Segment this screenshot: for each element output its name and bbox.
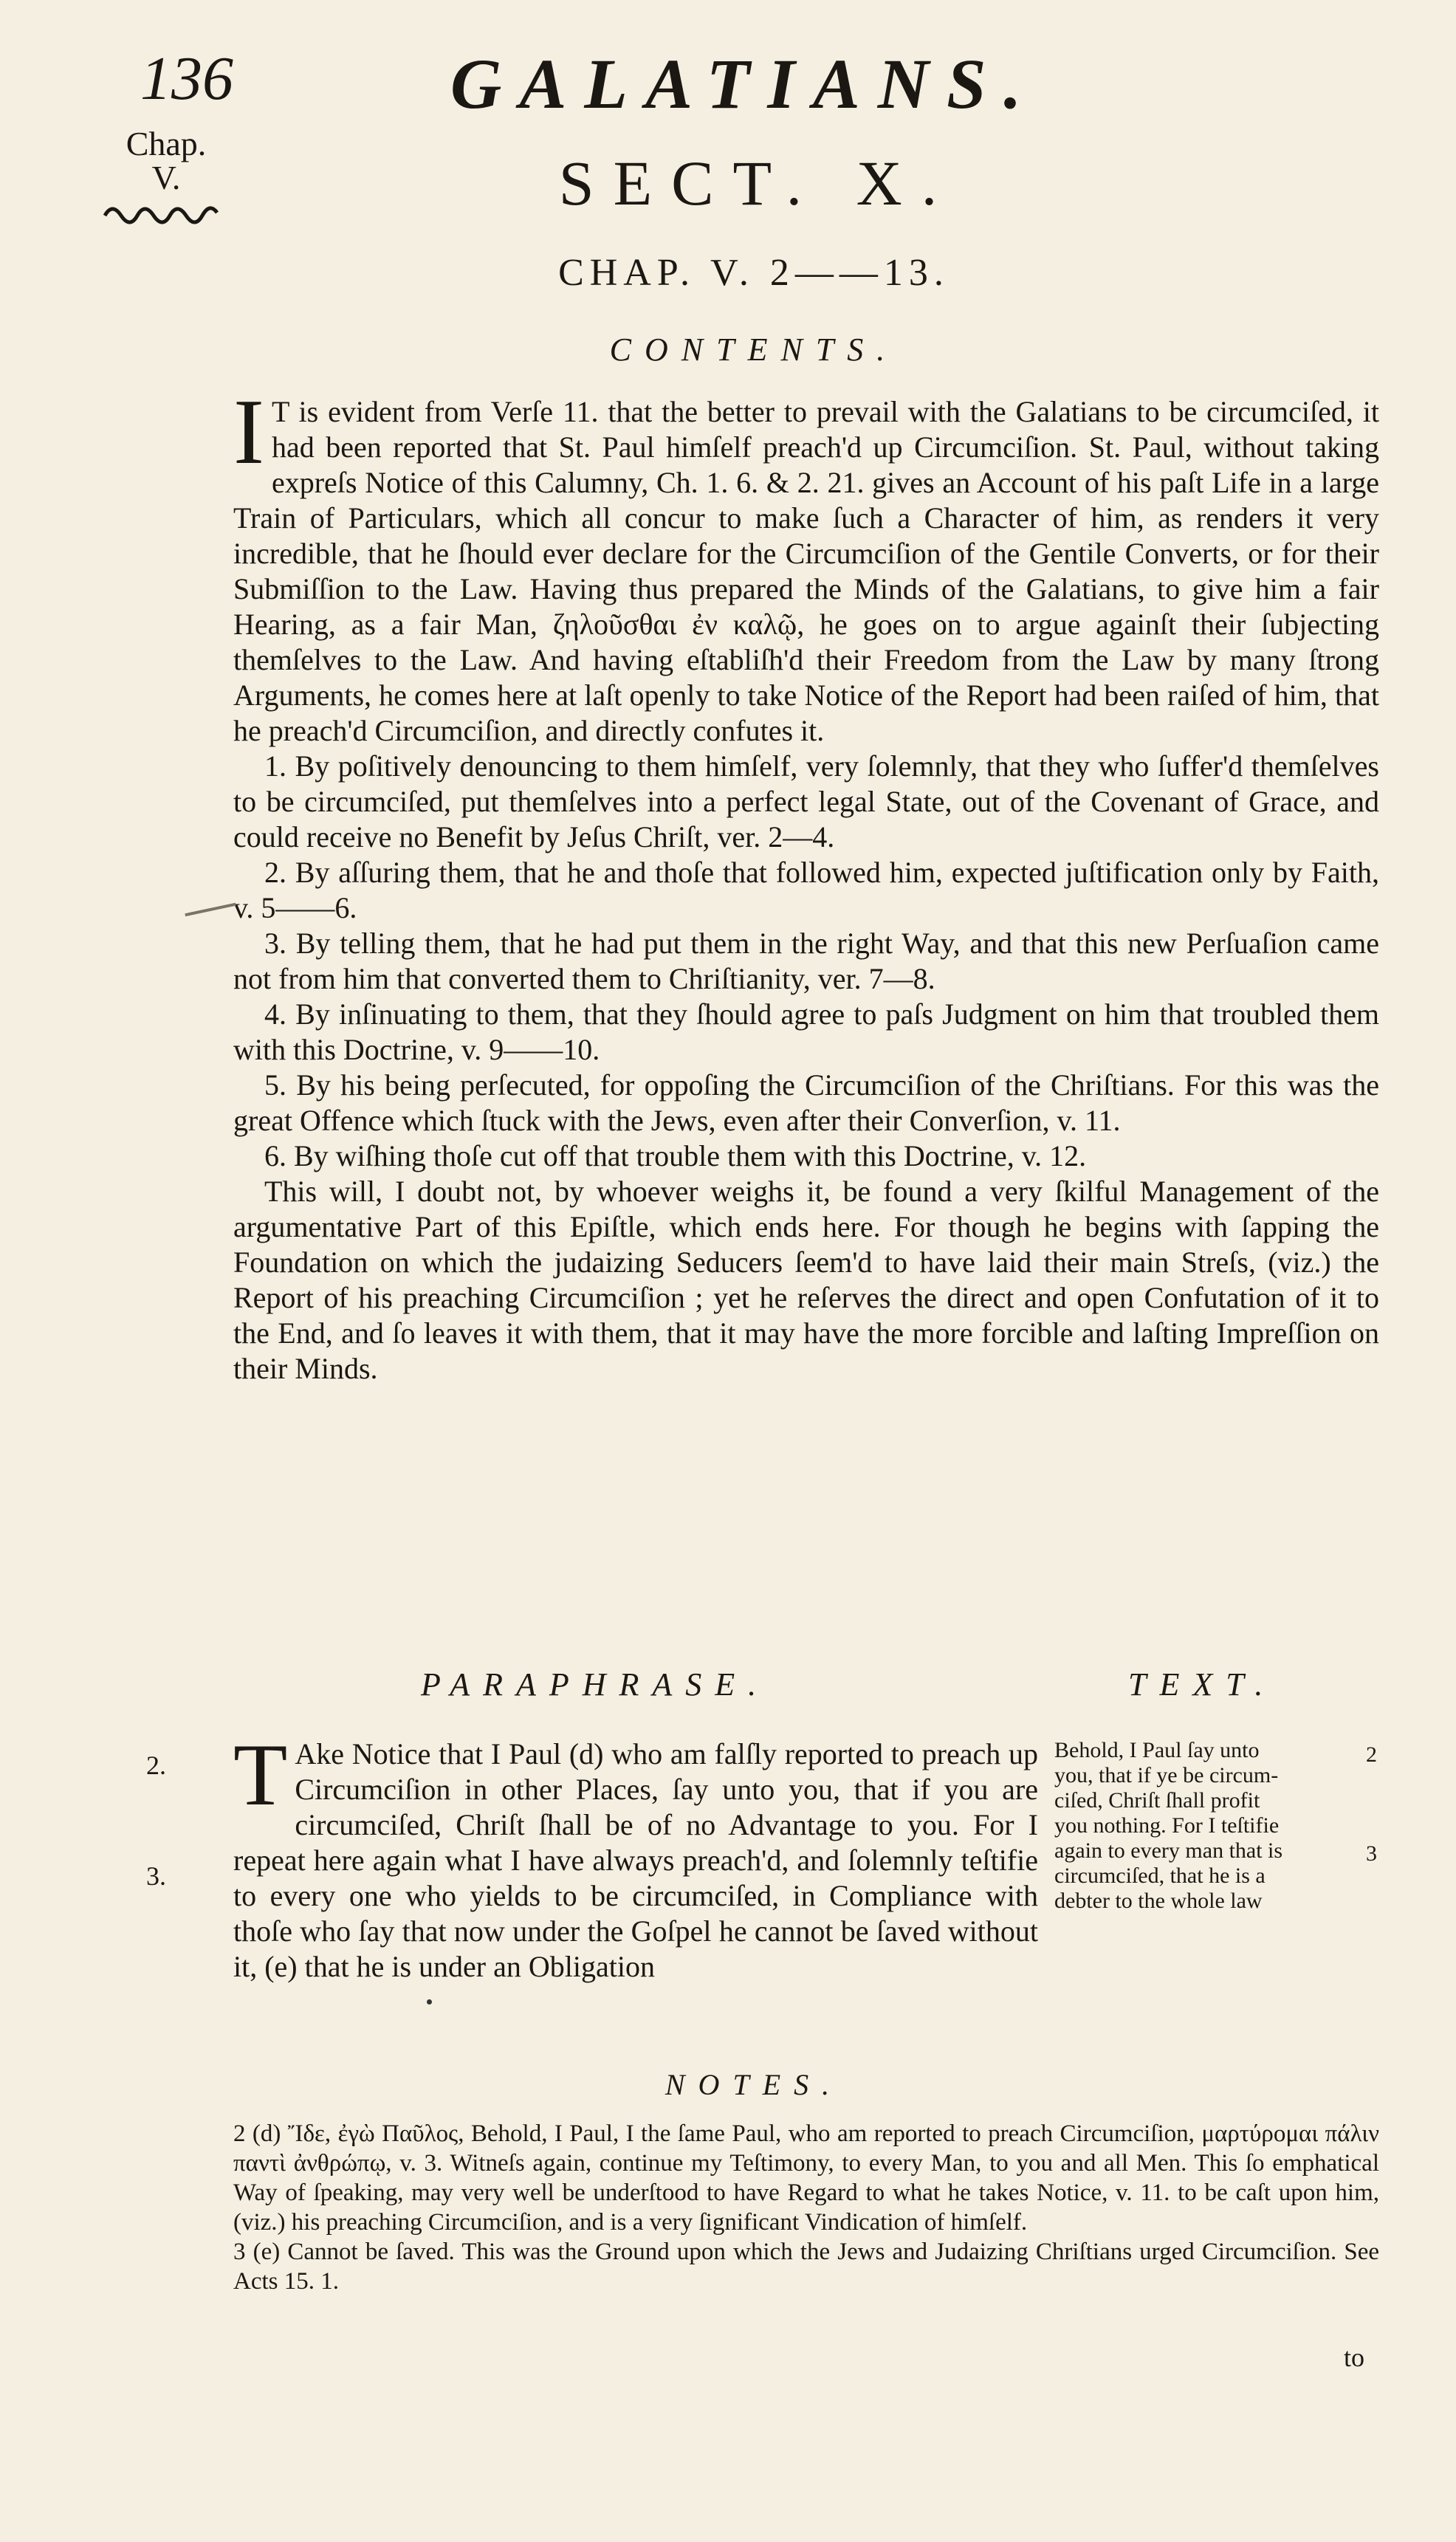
contents-item: 2. By aſſuring them, that he and thoſe that followed him, expected juſtification only by Faith, v. 5——6. — [233, 856, 1379, 924]
note-d: 2 (d) Ἴδε, ἐγὼ Παῦλος, Behold, I Paul, I the ſame Paul, who am reported to preach Circumciſion, μαρτύρομαι πάλιν παντὶ ἀνθρώπῳ, v. 3. Witneſs again, continue my Teſtimony, to every Man, to you and all Men. This ſo emphatical Way of ſpeaking, may very well be underſtood to have Regard to what he takes Notice, v. 11. to be caſt upon him, (viz.) his preaching Circumciſion, and is a very ſignificant Vindication of himſelf. — [233, 2120, 1379, 2236]
contents-item: 5. By his being perſecuted, for oppoſing the Circumciſion of the Chriſtians. For this was the great Offence which ſtuck with the Jews, even after their Converſion, v. 11. — [233, 1068, 1379, 1137]
running-title: GALATIANS. — [450, 44, 1040, 123]
contents-item: 4. By inſinuating to them, that they ſhould agree to paſs Judgment on him that troubled them with this Doctrine, v. 9——10. — [233, 997, 1379, 1066]
chapter-label-word: Chap. — [126, 125, 207, 162]
scripture-line: Behold, I Paul ſay unto — [1054, 1738, 1260, 1762]
catchword: to — [1344, 2343, 1365, 2372]
scripture-line: you nothing. For I teſtifie — [1054, 1813, 1280, 1838]
text-verse-number: 3 — [1366, 1841, 1377, 1866]
contents-intro-text: T is evident from Verſe 11. that the better to prevail with the Galatians to be circumciſed, it had been reported that St. Paul himſelf preach'd up Circumciſion. St. Paul, without taking expreſs Notice of this Calumny, Ch. 1. 6. & 2. 21. gives an Account of his paſt Life in a large Train of Particulars, which all concur to make ſuch a Character of him, as renders it very incredible, that he ſhould ever declare for the Circumciſion of the Gentile Converts, or for their Submiſſion to the Law. Having thus prepared the Minds of the Galatians, to give him a fair Hearing, as a fair Man, ζηλοῦσθαι ἐν καλῷ, he goes on to argue againſt their ſubjecting themſelves to the Law. And having eſtabliſh'd their Freedom from the Law by many ſtrong Arguments, he comes here at laſt openly to take Notice of the Report had been raiſed of him, that he preach'd Circumciſion, and directly confutes it. — [233, 395, 1379, 747]
contents-item: 3. By telling them, that he had put them in the right Way, and that this new Perſuaſion came not from him that converted them to Chriſtianity, ver. 7—8. — [233, 927, 1379, 995]
scripture-line: ciſed, Chriſt ſhall profit — [1054, 1788, 1260, 1813]
notes-body — [233, 2119, 1379, 2296]
stray-dot — [427, 1999, 432, 2005]
text-heading: TEXT. — [1128, 1666, 1277, 1703]
notes-heading: NOTES. — [665, 2068, 843, 2101]
paraphrase-heading: PARAPHRASE. — [421, 1666, 770, 1703]
margin-verse-number: 3. — [146, 1861, 166, 1891]
scripture-line: circumciſed, that he is a — [1054, 1863, 1266, 1888]
text-verse-number: 2 — [1366, 1742, 1377, 1767]
contents-intro — [233, 381, 1379, 749]
margin-verse-number: 2. — [146, 1751, 166, 1780]
contents-closing: This will, I doubt not, by whoever weighs it, be found a very ſkilful Management of the argumentative Part of this Epiſtle, which ends here. For though he begins with ſapping the Foundation on which the judaizing Seducers ſeem'd to have laid their main Streſs, (viz.) the Report of his preaching Circumciſion ; yet he reſerves the direct and open Confutation of it to the End, and ſo leaves it with them, that it may have the more forcible and laſting Impreſſion on their Minds. — [233, 1175, 1379, 1385]
scripture-line: again to every man that is — [1054, 1838, 1283, 1863]
scripture-line: you, that if ye be circum- — [1054, 1763, 1279, 1787]
paraphrase-body — [233, 1725, 1038, 1985]
scripture-line: debter to the whole law — [1054, 1889, 1263, 1913]
drop-cap: I — [233, 381, 264, 484]
scripture-text-column — [1054, 1738, 1364, 1914]
paraphrase-drop-cap: T — [233, 1725, 288, 1824]
contents-body — [233, 381, 1379, 1387]
contents-item: 6. By wiſhing thoſe cut off that trouble them with this Doctrine, v. 12. — [264, 1139, 1087, 1172]
contents-item: 1. By poſitively denouncing to them himſelf, very ſolemnly, that they who ſuffer'd themſelves to be circumciſed, put themſelves into a perfect legal State, out of the Covenant of Grace, and could receive no Benefit by Jeſus Chriſt, ver. 2—4. — [233, 749, 1379, 853]
chapter-reference: CHAP. V. 2——13. — [558, 252, 950, 294]
note-e: 3 (e) Cannot be ſaved. This was the Ground upon which the Jews and Judaizing Chriſtians urged Circumciſion. See Acts 15. 1. — [233, 2239, 1379, 2295]
chapter-label-number: V. — [151, 159, 181, 196]
paraphrase-text: Ake Notice that I Paul (d) who am falſly reported to preach up Circumciſion in other Places, ſay unto you, that if you are circumciſed, Chriſt ſhall be of no Advantage to you. For I repeat here again what I have always preach'd, and ſolemnly teſtifie to every one who yields to be circumciſed, in Compliance with thoſe who ſay that now under the Goſpel he cannot be ſaved without it, (e) that he is under an Obligation — [233, 1737, 1038, 1983]
page-number: 136 — [140, 44, 233, 113]
contents-heading: CONTENTS. — [609, 332, 899, 368]
section-title: SECT. X. — [558, 148, 957, 219]
stray-mark — [185, 903, 236, 916]
